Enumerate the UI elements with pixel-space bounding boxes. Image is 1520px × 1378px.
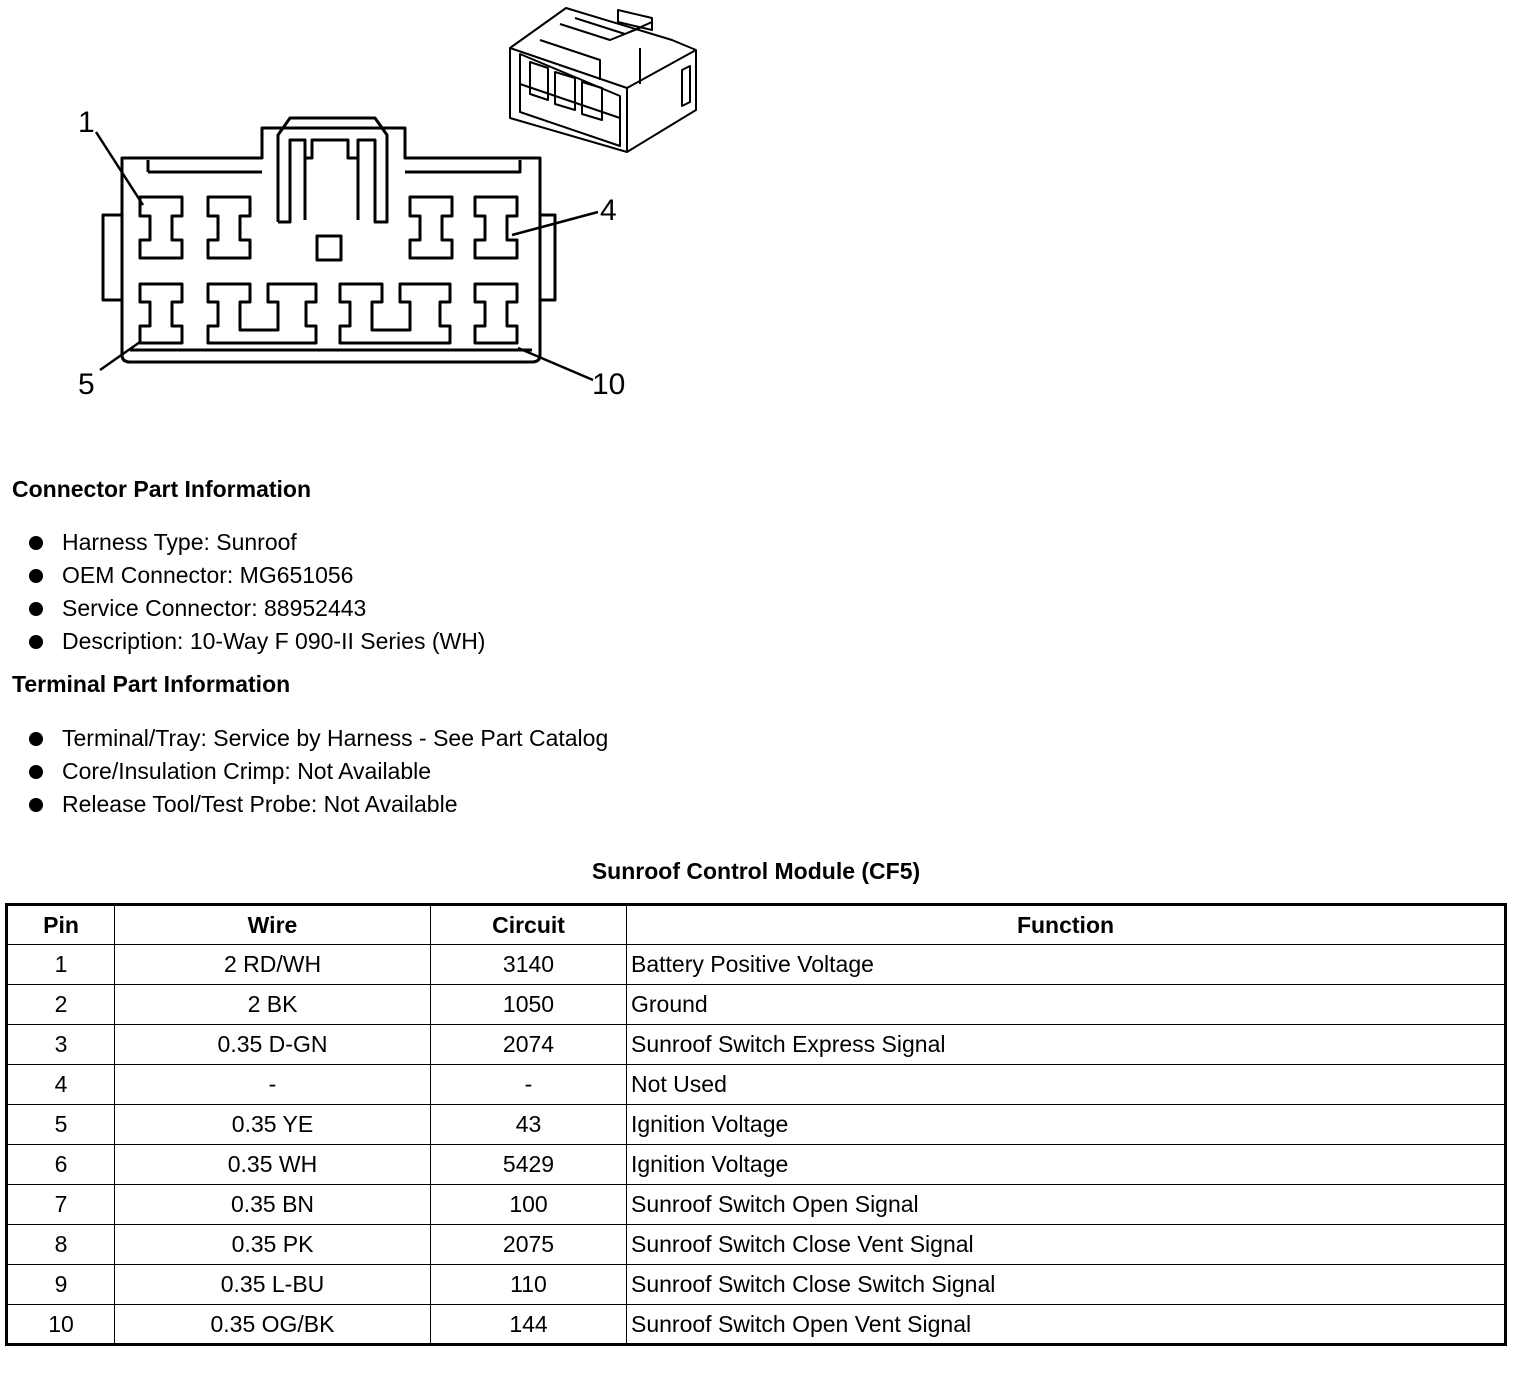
- table-row: [7, 945, 1506, 985]
- cell-pin: 1: [7, 945, 115, 985]
- cell-circuit: 1050: [431, 985, 627, 1025]
- table-row: [7, 1225, 1506, 1265]
- cell-function: Battery Positive Voltage: [627, 945, 1506, 985]
- pin-cavity-2: [208, 197, 250, 258]
- cell-wire: 0.35 D-GN: [115, 1025, 431, 1065]
- callout-pin-5: 5: [78, 368, 95, 401]
- cell-wire: 2 BK: [115, 985, 431, 1025]
- cell-function: Sunroof Switch Close Switch Signal: [627, 1265, 1506, 1305]
- connector-info-heading: Connector Part Information: [12, 476, 312, 502]
- cell-wire: 0.35 L-BU: [115, 1265, 431, 1305]
- pin-cavity-5: [140, 284, 182, 343]
- bullet-icon: [29, 536, 43, 550]
- connector-info-list: [26, 526, 485, 658]
- pin-cavity-6-7: [208, 284, 316, 343]
- table-row: [7, 1065, 1506, 1105]
- terminal-info-list: [26, 722, 608, 821]
- cell-wire: -: [115, 1065, 431, 1105]
- list-item: Service Connector: 88952443: [26, 592, 485, 625]
- cell-circuit: 43: [431, 1105, 627, 1145]
- cell-circuit: -: [431, 1065, 627, 1105]
- table-row: [7, 1025, 1506, 1065]
- cell-pin: 3: [7, 1025, 115, 1065]
- table-row: [7, 985, 1506, 1025]
- list-item: Description: 10-Way F 090-II Series (WH): [26, 625, 485, 658]
- cell-circuit: 2075: [431, 1225, 627, 1265]
- callout-pin-4: 4: [600, 194, 617, 227]
- cell-function: Sunroof Switch Close Vent Signal: [627, 1225, 1506, 1265]
- header-circuit: Circuit: [431, 905, 627, 945]
- list-item: Release Tool/Test Probe: Not Available: [26, 788, 608, 821]
- bullet-icon: [29, 569, 43, 583]
- cell-function: Sunroof Switch Open Vent Signal: [627, 1305, 1506, 1345]
- pin-table-title: Sunroof Control Module (CF5): [591, 858, 921, 884]
- bullet-icon: [29, 765, 43, 779]
- pin-cavity-8-9: [340, 284, 450, 343]
- cell-circuit: 100: [431, 1185, 627, 1225]
- pin-table: [5, 903, 1507, 1346]
- cell-pin: 2: [7, 985, 115, 1025]
- pin-cavity-3: [410, 197, 452, 258]
- connector-latch: [278, 118, 387, 222]
- cell-function: Sunroof Switch Express Signal: [627, 1025, 1506, 1065]
- connector-diagram: [0, 0, 720, 420]
- table-row: [7, 1265, 1506, 1305]
- pin-cavity-10: [475, 284, 517, 343]
- cell-circuit: 110: [431, 1265, 627, 1305]
- cell-pin: 5: [7, 1105, 115, 1145]
- cell-circuit: 3140: [431, 945, 627, 985]
- callout-pin-1: 1: [78, 106, 95, 139]
- cell-circuit: 144: [431, 1305, 627, 1345]
- cell-function: Ignition Voltage: [627, 1145, 1506, 1185]
- cell-wire: 0.35 PK: [115, 1225, 431, 1265]
- cell-circuit: 5429: [431, 1145, 627, 1185]
- cell-pin: 4: [7, 1065, 115, 1105]
- cell-circuit: 2074: [431, 1025, 627, 1065]
- header-pin: Pin: [7, 905, 115, 945]
- table-row: [7, 1305, 1506, 1345]
- list-item: Core/Insulation Crimp: Not Available: [26, 755, 608, 788]
- cell-pin: 6: [7, 1145, 115, 1185]
- bullet-icon: [29, 732, 43, 746]
- cell-pin: 10: [7, 1305, 115, 1345]
- pin-cavity-4: [475, 197, 517, 258]
- bullet-icon: [29, 635, 43, 649]
- table-row: [7, 1145, 1506, 1185]
- callout-pin-10: 10: [592, 368, 626, 401]
- cell-pin: 9: [7, 1265, 115, 1305]
- cell-function: Not Used: [627, 1065, 1506, 1105]
- cell-wire: 0.35 WH: [115, 1145, 431, 1185]
- header-function: Function: [627, 905, 1506, 945]
- list-item: Terminal/Tray: Service by Harness - See Part Catalog: [26, 722, 608, 755]
- table-row: [7, 1185, 1506, 1225]
- table-header-row: [7, 905, 1506, 945]
- list-item: Harness Type: Sunroof: [26, 526, 485, 559]
- cell-pin: 7: [7, 1185, 115, 1225]
- pin-cavity-1: [140, 197, 182, 258]
- cell-wire: 0.35 BN: [115, 1185, 431, 1225]
- list-item: OEM Connector: MG651056: [26, 559, 485, 592]
- bullet-icon: [29, 602, 43, 616]
- cell-function: Sunroof Switch Open Signal: [627, 1185, 1506, 1225]
- terminal-info-heading: Terminal Part Information: [12, 671, 291, 697]
- header-wire: Wire: [115, 905, 431, 945]
- bullet-icon: [29, 798, 43, 812]
- cell-function: Ignition Voltage: [627, 1105, 1506, 1145]
- cell-wire: 0.35 YE: [115, 1105, 431, 1145]
- cell-function: Ground: [627, 985, 1506, 1025]
- connector-isometric-view: [510, 8, 696, 152]
- table-row: [7, 1105, 1506, 1145]
- cell-wire: 2 RD/WH: [115, 945, 431, 985]
- cell-pin: 8: [7, 1225, 115, 1265]
- cell-wire: 0.35 OG/BK: [115, 1305, 431, 1345]
